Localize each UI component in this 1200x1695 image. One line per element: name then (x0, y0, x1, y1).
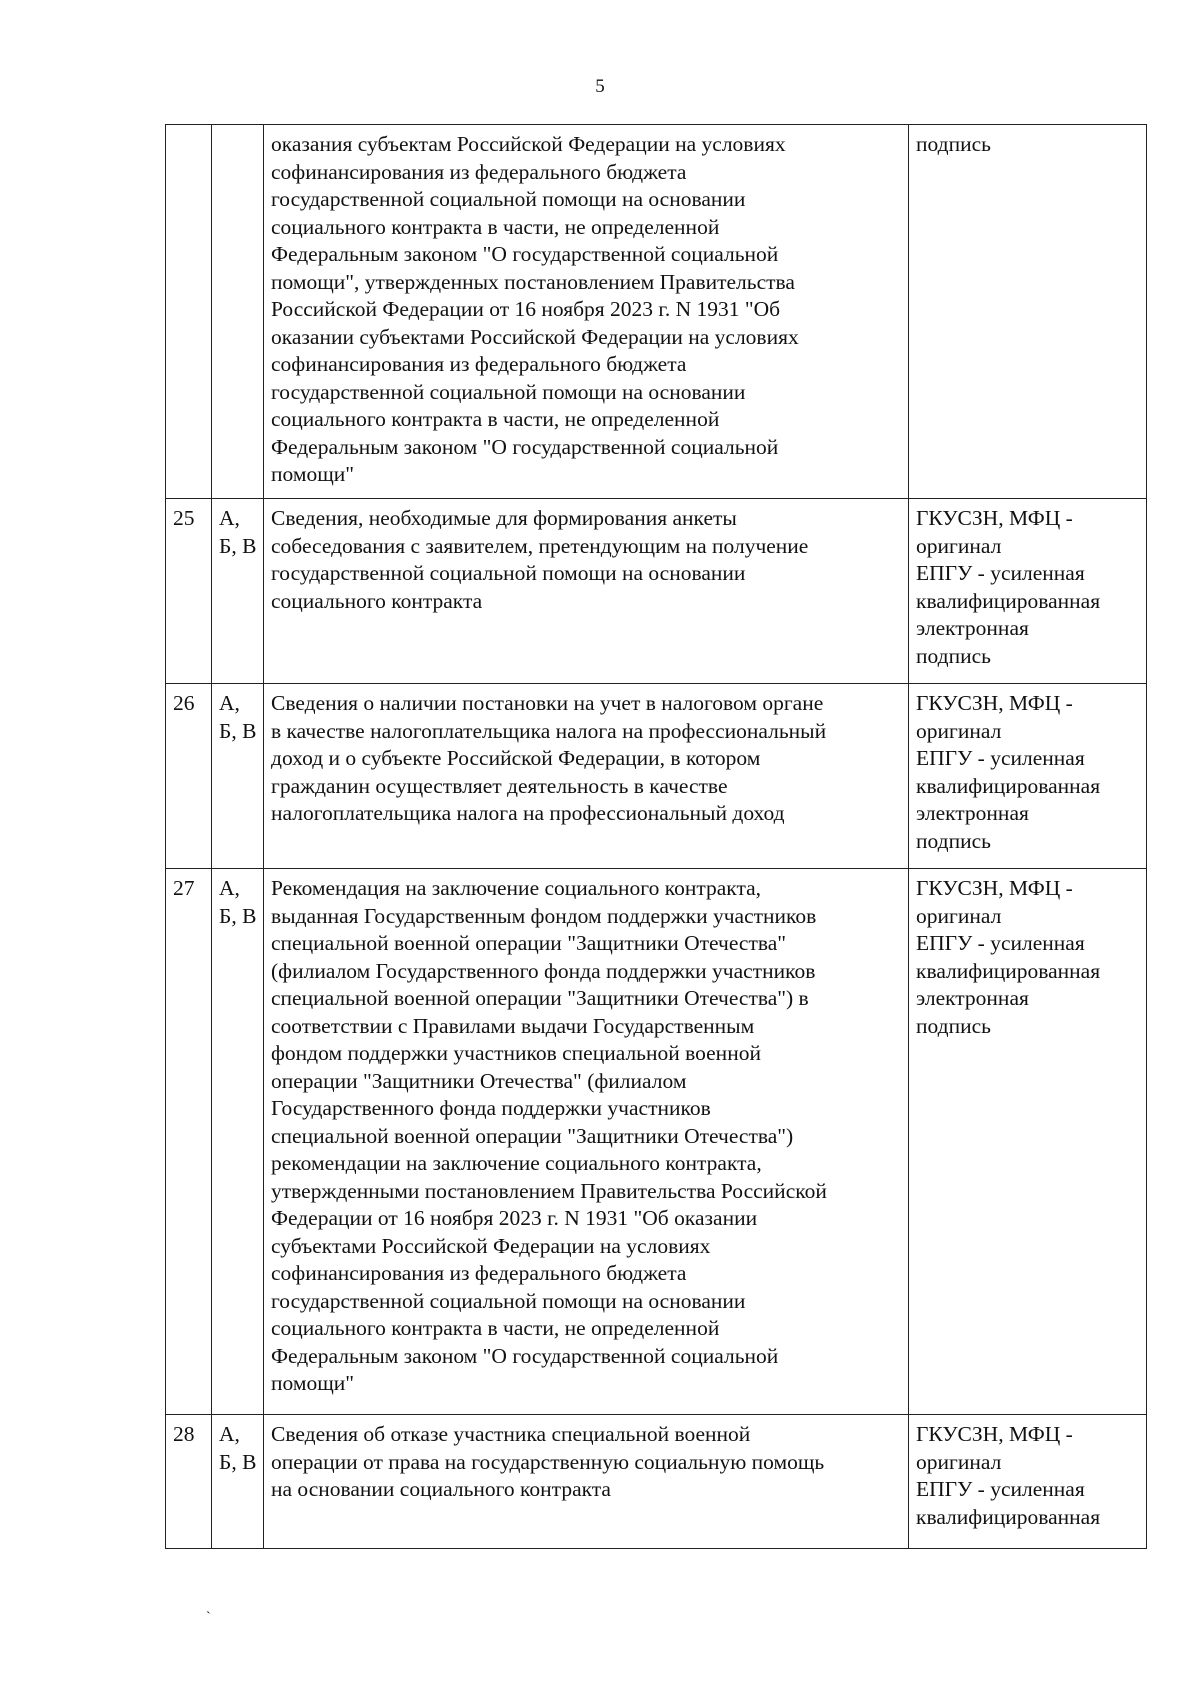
table-row (166, 869, 1147, 1415)
row-description: Сведения об отказе участника специальной военной операции от права на государственную социальную помощь на основании социального контракта (264, 1415, 909, 1549)
row-categories: А, Б, В (212, 869, 264, 1415)
row-categories: А, Б, В (212, 1415, 264, 1549)
row-categories (212, 125, 264, 499)
table-row (166, 499, 1147, 684)
row-categories: А, Б, В (212, 684, 264, 869)
row-number: 27 (166, 869, 212, 1415)
row-description: Сведения о наличии постановки на учет в налоговом органе в качестве налогоплательщика налога на профессиональный доход и о субъекте Российской Федерации, в котором гражданин осуществляет деятельность в качестве налогоплательщика налога на профессиональный доход (264, 684, 909, 869)
row-form: подпись (909, 125, 1147, 499)
row-number: 25 (166, 499, 212, 684)
row-number: 28 (166, 1415, 212, 1549)
table-row (166, 125, 1147, 499)
row-number (166, 125, 212, 499)
row-description: Сведения, необходимые для формирования анкеты собеседования с заявителем, претендующим на получение государственной социальной помощи на основании социального контракта (264, 499, 909, 684)
table-row (166, 684, 1147, 869)
row-description: оказания субъектам Российской Федерации на условиях софинансирования из федерального бюджета государственной социальной помощи на основании социального контракта в части, не определенной Федеральным законом "О государственной социальной помощи", утвержденных постановлением Правительства Российской Федерации от 16 ноября 2023 г. N 1931 "Об оказании субъектами Российской Федерации на условиях софинансирования из федерального бюджета государственной социальной помощи на основании социального контракта в части, не определенной Федеральным законом "О государственной социальной помощи" (264, 125, 909, 499)
table-row (166, 1415, 1147, 1549)
page-number: 5 (595, 76, 605, 97)
row-form: ГКУСЗН, МФЦ - оригинал ЕПГУ - усиленная квалифицированная электронная подпись (909, 684, 1147, 869)
scan-speck: ˋ (206, 1610, 211, 1625)
row-form: ГКУСЗН, МФЦ - оригинал ЕПГУ - усиленная квалифицированная электронная подпись (909, 499, 1147, 684)
documents-table (165, 124, 1147, 1549)
row-categories: А, Б, В (212, 499, 264, 684)
row-number: 26 (166, 684, 212, 869)
row-description: Рекомендация на заключение социального контракта, выданная Государственным фондом поддержки участников специальной военной операции "Защитники Отечества" (филиалом Государственного фонда поддержки участников специальной военной операции "Защитники Отечества") в соответствии с Правилами выдачи Государственным фондом поддержки участников специальной военной операции "Защитники Отечества" (филиалом Государственного фонда поддержки участников специальной военной операции "Защитники Отечества") рекомендации на заключение социального контракта, утвержденными постановлением Правительства Российской Федерации от 16 ноября 2023 г. N 1931 "Об оказании субъектами Российской Федерации на условиях софинансирования из федерального бюджета государственной социальной помощи на основании социального контракта в части, не определенной Федеральным законом "О государственной социальной помощи" (264, 869, 909, 1415)
row-form: ГКУСЗН, МФЦ - оригинал ЕПГУ - усиленная квалифицированная (909, 1415, 1147, 1549)
row-form: ГКУСЗН, МФЦ - оригинал ЕПГУ - усиленная квалифицированная электронная подпись (909, 869, 1147, 1415)
